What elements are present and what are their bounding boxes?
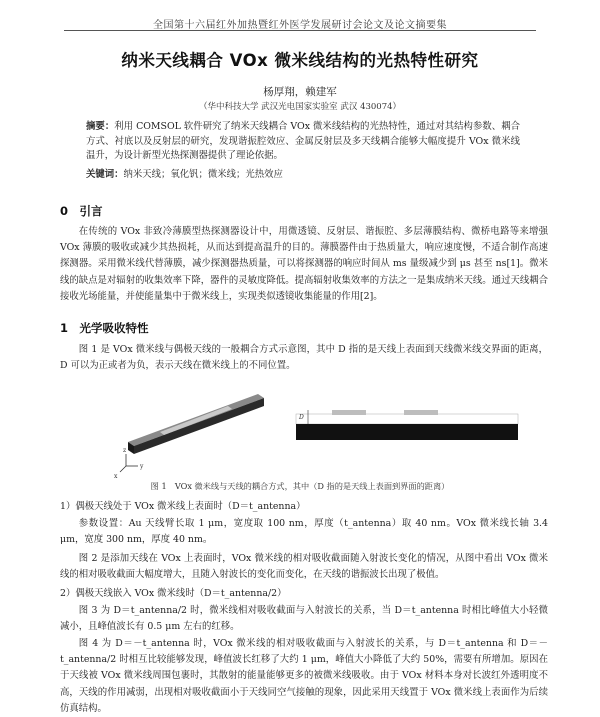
figure-1: [108, 384, 538, 484]
paper-affiliation: （华中科技大学 武汉光电国家实验室 武汉 430074）: [198, 102, 402, 112]
paragraph-case-1-title: 1）偶极天线处于 VOx 微米线上表面时（D＝t_antenna）: [60, 501, 306, 512]
keywords: [86, 166, 520, 180]
axis-y-label: y: [140, 463, 144, 470]
paragraph-parameters: 参数设置：Au 天线臂长取 1 μm，宽度取 100 nm，厚度（t_antenna）取 40 nm。VOx 微米线长轴 3.4 μm，宽度 300 nm，厚度 40 nm。: [60, 518, 548, 546]
figure-1-caption: 图 1 VOx 微米线与天线的耦合方式，其中（D 指的是天线上表面到界面的距离）: [150, 481, 450, 491]
keywords-text: 纳米天线；氧化钒；微米线；光热效应: [123, 169, 283, 180]
paper-authors: 杨厚翔，赖建军: [263, 86, 337, 98]
paper-title: 纳米天线耦合 VOx 微米线结构的光热特性研究: [121, 51, 479, 70]
section-0-text: 在传统的 VOx 非致冷薄膜型热探测器设计中，用微透镜、反射层、谐振腔、多层薄膜结构、微桥电路等来增强 VOx 薄膜的吸收或减少其热损耗，从而达到提高温升的目的。薄膜器件由于热质量大，响应速度慢，不适合制作高速探测器。采用微米线代替薄膜，减少探测器热质量，可以将探测器的响应时间从 ms 量级减少到 μs 甚至 ns[1]。微米线的缺点是对辐射的收集效率下降，器件的灵敏度降低。提高辐射收集效率的方法之一是集成纳米天线。通过天线耦合接收光场能量，并使能量集中于微米线上，实现类似透镜收集能量的作用[2]。: [60, 226, 548, 302]
section-0-title: 0 引言: [60, 204, 103, 218]
running-header: 全国第十六届红外加热暨红外医学发展研讨会论文及论文摘要集: [153, 20, 447, 31]
keywords-label: 关键词：: [86, 169, 124, 180]
microwire-3d-illustration: [128, 394, 264, 454]
dimension-d-label: D: [299, 414, 304, 421]
section-1-text: 图 1 是 VOx 微米线与偶极天线的一般耦合方式示意图，其中 D 指的是天线上表面到天线微米线交界面的距离，D 可以为正或者为负，表示天线在微米线上的不同位置。: [60, 344, 548, 372]
paragraph-figure-4: 图 4 为 D＝－t_antenna 时，VOx 微米线的相对吸收截面与入射波长的关系，与 D＝t_antenna 和 D＝－t_antenna/2 时相互比较能够发现，峰值波长红移了大约 1 μm，峰值大小降低了大约 50%，需要有所增加。原因在于天线被 VOx 微米线周围包裹时，其散射的能量能够更多的被微米线吸收。由于 VOx 材料本身对长波红外透明度不高，天线的作用减弱，出现相对吸收截面小于天线同空气接触的现象，因此采用天线置于 VOx 微米线上表面作为后续仿真结构。: [60, 638, 548, 714]
axis-x-label: x: [114, 473, 118, 480]
cross-section-illustration: [296, 410, 518, 440]
abstract: [86, 120, 520, 164]
abstract-text: 利用 COMSOL 软件研究了纳米天线耦合 VOx 微米线结构的光热特性，通过对其结构参数、耦合方式、衬底以及反射层的研究，发现谐振腔效应、金属反射层及多天线耦合能够大幅度提升 VOx 微米线温升，为设计新型光热探测器提供了理论依据。: [86, 121, 520, 162]
paragraph-figure-3: 图 3 为 D＝t_antenna/2 时，微米线相对吸收截面与入射波长的关系，当 D＝t_antenna 时相比峰值大小轻微减小，且峰值波长有 0.5 μm 左右的红移。: [60, 605, 548, 633]
axis-z-label: z: [123, 447, 127, 454]
abstract-label: 摘要：: [86, 121, 115, 132]
header-rule: [64, 30, 536, 31]
section-1-title: 1 光学吸收特性: [60, 321, 149, 335]
paragraph-case-2-title: 2）偶极天线嵌入 VOx 微米线时（D＝t_antenna/2）: [60, 588, 287, 599]
paragraph-figure-2: 图 2 是添加天线在 VOx 上表面时，VOx 微米线的相对吸收截面随入射波长变化的情况，从图中看出 VOx 微米线的相对吸收截面大幅度增大，且随入射波长的变化而变化，在天线的谐振波长出现了极值。: [60, 553, 548, 581]
